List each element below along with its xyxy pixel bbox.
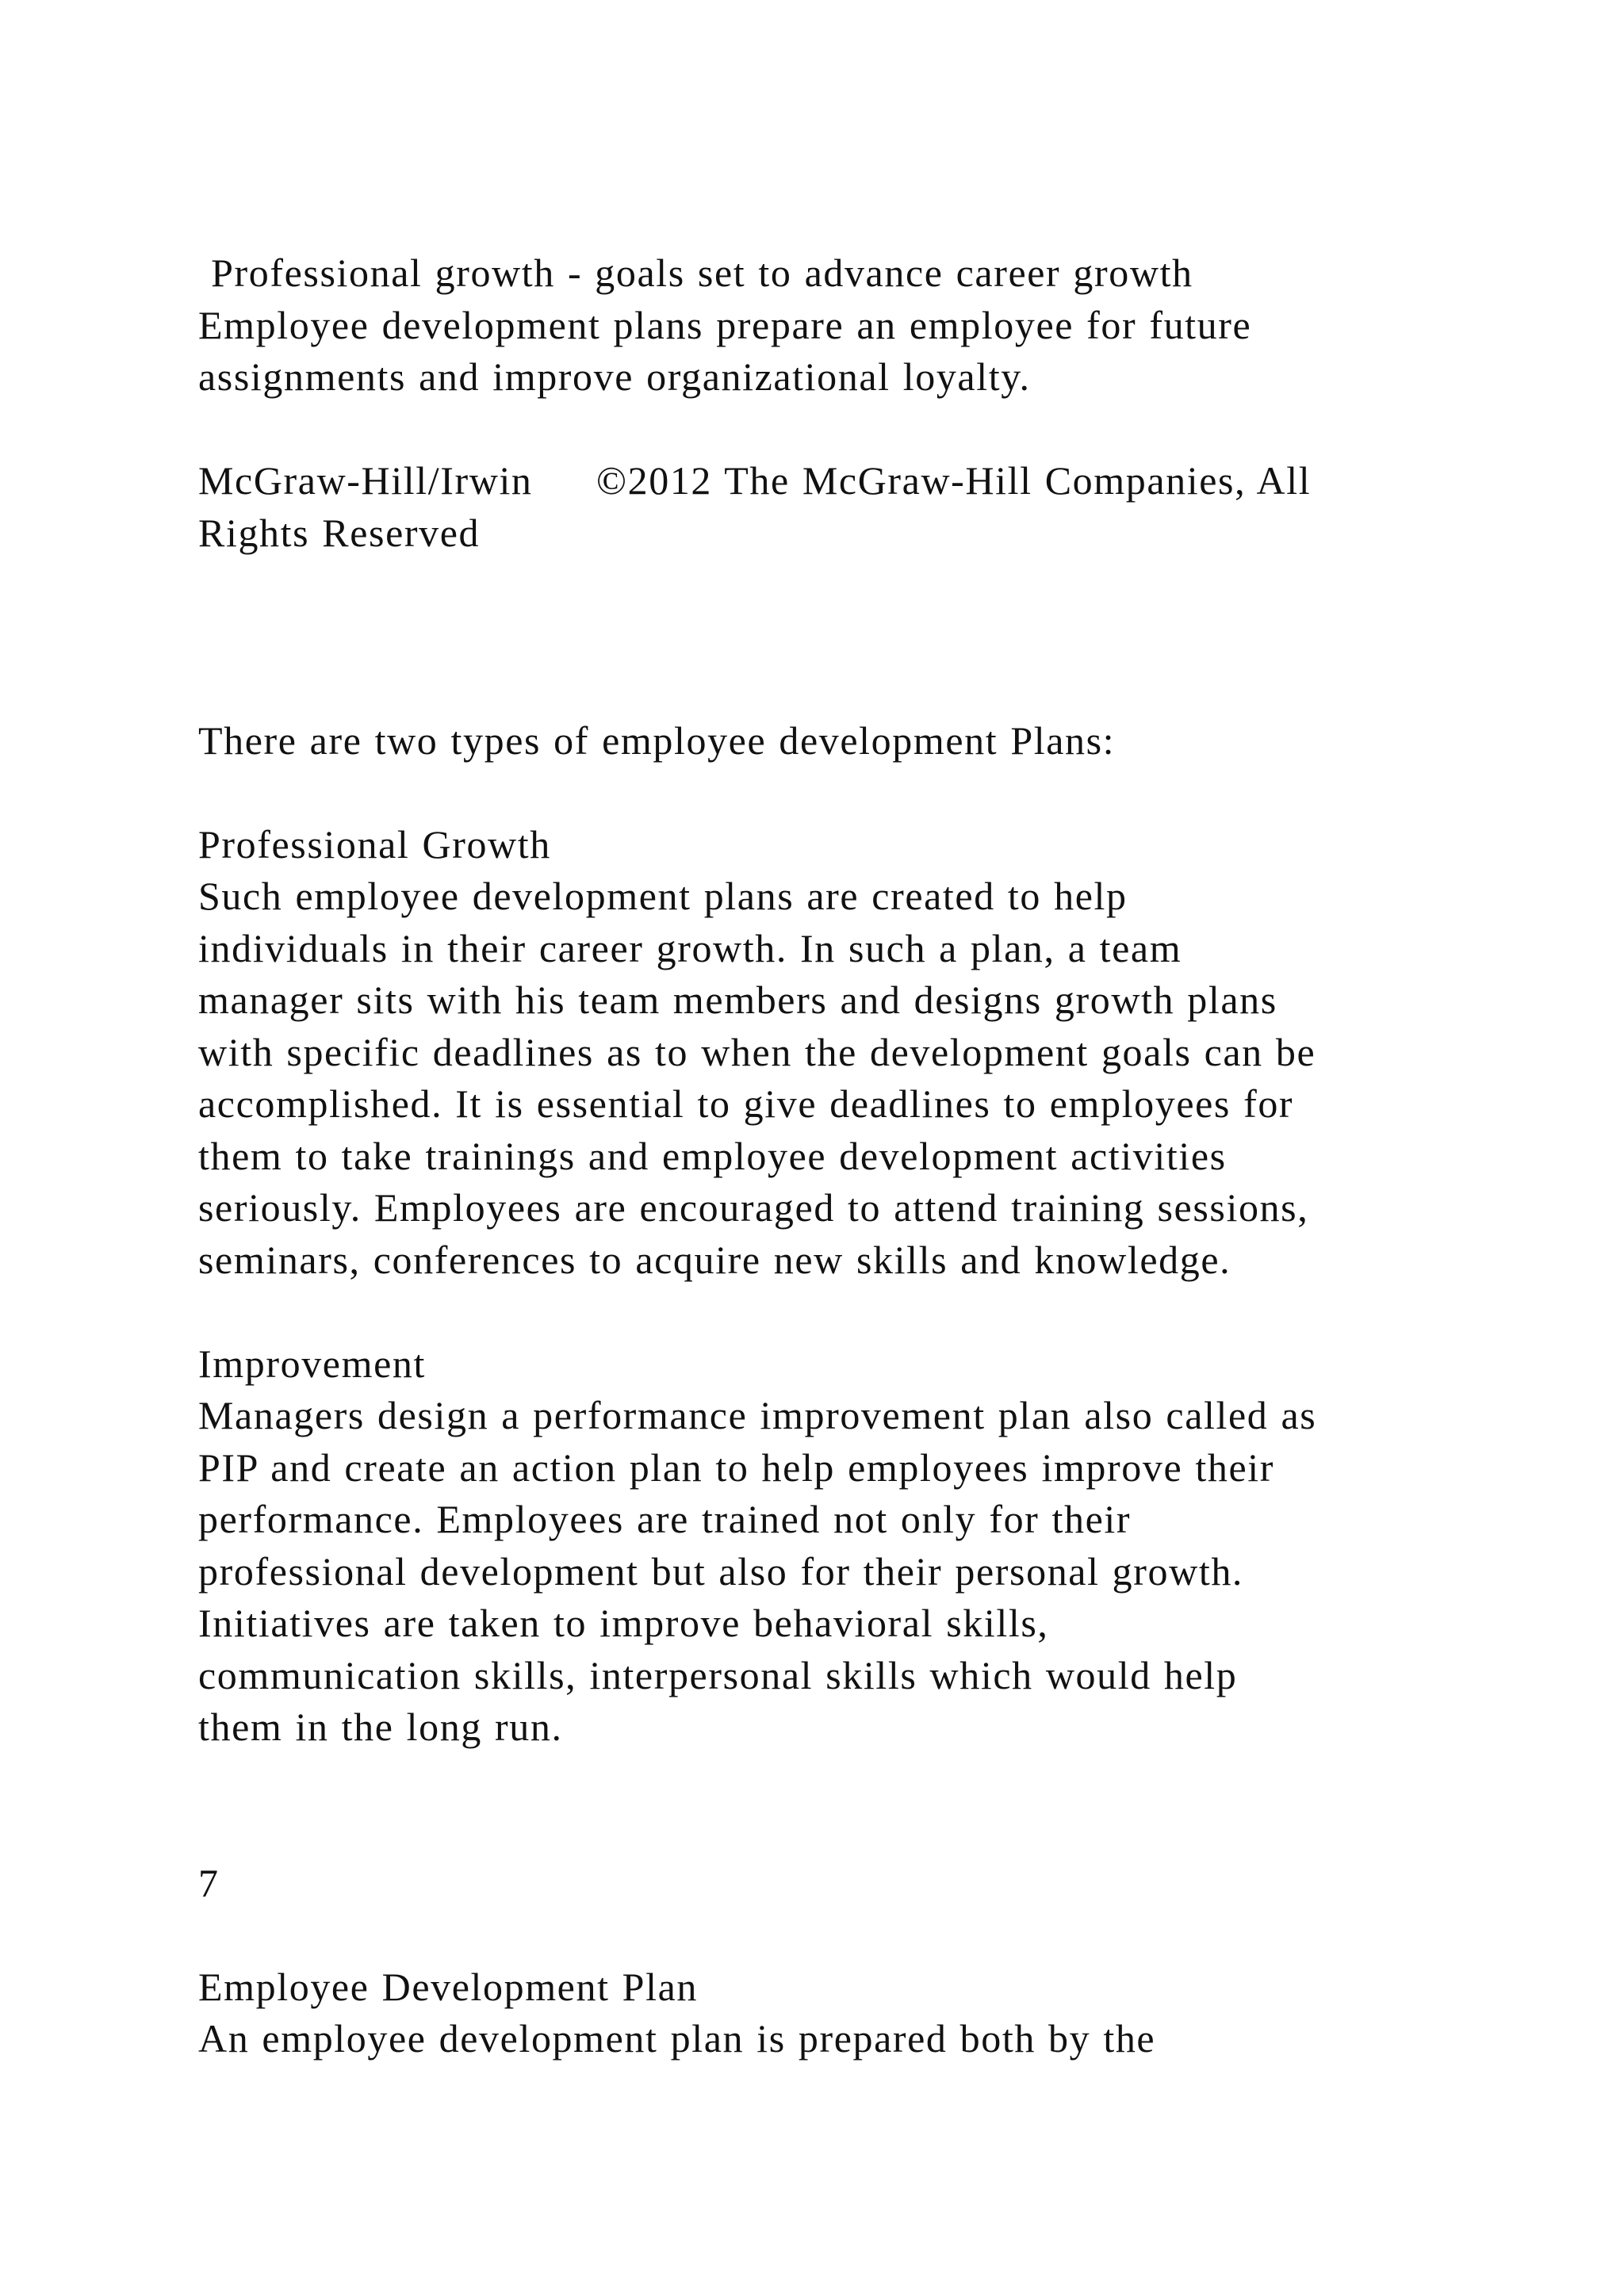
paragraph-line: Managers design a performance improvement plan also called as (198, 1393, 1317, 1437)
page-number: 7 (198, 1860, 220, 1905)
copyright-line: McGraw-Hill/Irwin ©2012 The McGraw-Hill Companies, All (198, 458, 1312, 503)
intro-line: Professional growth - goals set to advance career growth (198, 251, 1193, 295)
section-heading-professional-growth: Professional Growth (198, 821, 551, 867)
section-heading-improvement: Improvement (198, 1341, 426, 1386)
paragraph-line: individuals in their career growth. In such a plan, a team (198, 925, 1182, 970)
paragraph-line: PIP and create an action plan to help employees improve their (198, 1445, 1275, 1490)
paragraph-line: communication skills, interpersonal skills which would help (198, 1652, 1238, 1697)
intro-line: assignments and improve organizational loyalty. (198, 354, 1031, 399)
types-intro: There are two types of employee development Plans: (198, 718, 1116, 763)
section-heading-employee-development-plan: Employee Development Plan (198, 1964, 698, 2009)
paragraph-line: manager sits with his team members and designs growth plans (198, 978, 1277, 1022)
paragraph-line: performance. Employees are trained not only for their (198, 1497, 1132, 1541)
paragraph-line: professional development but also for their personal growth. (198, 1548, 1244, 1594)
paragraph-line: them in the long run. (198, 1705, 563, 1749)
copyright-line: Rights Reserved (198, 510, 481, 555)
paragraph-line: with specific deadlines as to when the development goals can be (198, 1029, 1316, 1074)
paragraph-line: accomplished. It is essential to give deadlines to employees for (198, 1081, 1294, 1126)
paragraph-line: seriously. Employees are encouraged to attend training sessions, (198, 1185, 1309, 1230)
paragraph-line: An employee development plan is prepared both by the (198, 2016, 1156, 2061)
intro-line: Employee development plans prepare an employee for future (198, 302, 1252, 347)
paragraph-line: them to take trainings and employee development activities (198, 1133, 1227, 1178)
paragraph-line: Such employee development plans are created to help (198, 874, 1128, 918)
paragraph-line: seminars, conferences to acquire new skills and knowledge. (198, 1237, 1231, 1282)
paragraph-line: Initiatives are taken to improve behavioral skills, (198, 1601, 1049, 1645)
document-page (198, 247, 1499, 2065)
